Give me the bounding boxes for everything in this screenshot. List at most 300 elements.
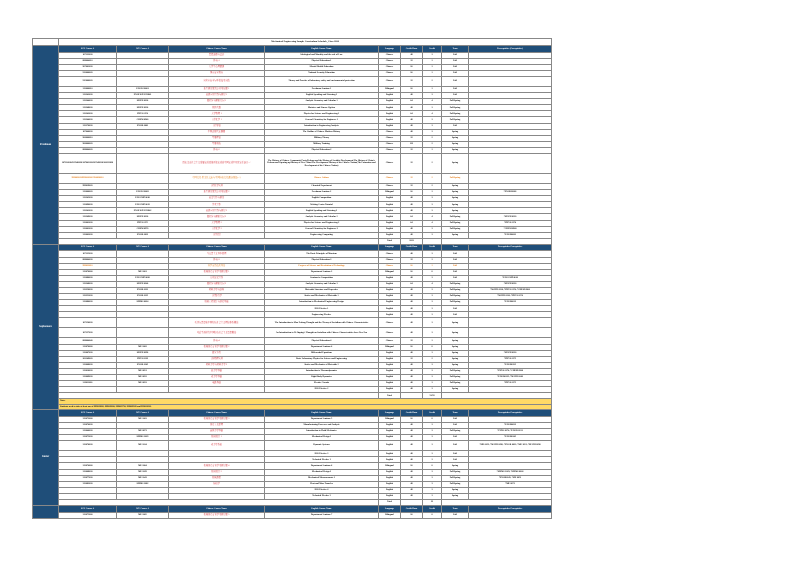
cell-term: Spring: [442, 338, 469, 344]
cell-ch: 48: [401, 300, 423, 306]
cell-scu: 912000020: [59, 70, 117, 76]
course-row: [33, 441, 552, 451]
cell-cr: 3: [423, 487, 442, 493]
cell-wu: MATH 0230: [117, 105, 169, 111]
cell-term: Fall: [442, 416, 469, 422]
cell-term: Spring: [442, 463, 469, 469]
column-header: English Course Name: [265, 506, 379, 513]
cell-wu: ENGR 0131: [117, 288, 169, 294]
cell-en: National Security Education: [265, 70, 379, 76]
cell-pre: *PHYS 0174: [469, 220, 552, 226]
cell-lang: English: [379, 202, 401, 208]
cell-pre: *ENGCMP 0610: [469, 275, 552, 281]
cell-en: Dynamic Systems: [265, 441, 379, 451]
cell-wu: ENGCMP 0620: [117, 275, 169, 281]
cell-term: Spring: [442, 190, 469, 196]
cell-cr: 4: [423, 111, 442, 117]
cell-ch: 32: [401, 147, 423, 153]
cell-wu: MATH 0240: [117, 281, 169, 287]
cell-scu: 312001030: [59, 220, 117, 226]
cell-cn: 体育-2: [169, 147, 265, 153]
cell-cr: 3: [423, 381, 442, 387]
cell-scu: 999022010: [59, 263, 117, 269]
cell-cn: 大学物理 1: [169, 111, 265, 117]
cell-pre: *PHYS 0174, *ENGR 0131: [469, 429, 552, 435]
cell-lang: English: [379, 375, 401, 381]
cell-en: Engineering Computing: [265, 232, 379, 238]
cell-cn: 流体力学基础: [169, 429, 265, 435]
cell-wu: CHEM 0960: [117, 117, 169, 123]
cell-ch: 48: [401, 93, 423, 99]
cell-wu: ME 0071: [117, 429, 169, 435]
year-label-senior: [33, 506, 59, 519]
cell-ch: 48: [401, 294, 423, 300]
cell-cr: 0: [423, 416, 442, 422]
cell-lang: English: [379, 123, 401, 129]
cell-term: Spring: [442, 202, 469, 208]
cell-lang: English: [379, 435, 401, 441]
cell-lang: English: [379, 294, 401, 300]
cell-scu: 312350030: [59, 288, 117, 294]
cell-cr: 3: [423, 451, 442, 457]
cell-ch: 48: [401, 202, 423, 208]
cell-lang: Chinese: [379, 318, 401, 328]
cell-ch: 112: [401, 141, 423, 147]
cell-ch: 48: [401, 469, 423, 475]
cell-en: Engineering Elective: [265, 312, 379, 318]
cell-cr: 2: [423, 356, 442, 362]
course-row: [33, 76, 552, 86]
cell-cr: 3: [423, 93, 442, 99]
cell-scu: 312011030: [59, 381, 117, 387]
cell-cr: 0: [423, 463, 442, 469]
cell-term: Fall: [442, 123, 469, 129]
cell-scu: 312000020: [59, 190, 117, 196]
cell-ch: 48: [401, 129, 423, 135]
cell-ch: 48: [401, 306, 423, 312]
cell-en: General Chemistry for Engineers 1: [265, 117, 379, 123]
course-row: [33, 318, 552, 328]
cell-term: Spring: [442, 493, 469, 499]
cell-lang: English: [379, 475, 401, 481]
cell-scu: 312090030: [59, 202, 117, 208]
cell-wu: ENGR 0012: [117, 232, 169, 238]
cell-lang: English: [379, 356, 401, 362]
cell-en: The Introduction to Mao Zedong Thought and the Theory of Socialism with Chinese Characteristics: [265, 318, 379, 328]
cell-wu: ME 0051: [117, 368, 169, 374]
cell-lang: Chinese: [379, 70, 401, 76]
cell-term: Spring: [442, 129, 469, 135]
cell-lang: English: [379, 381, 401, 387]
column-header: Term: [442, 244, 469, 251]
cell-wu: ME 1029: [117, 469, 169, 475]
cell-ch: 64: [401, 214, 423, 220]
cell-lang: English: [379, 451, 401, 457]
cell-cn: 制造工艺原理: [169, 423, 265, 429]
cell-en: Ideological and Morality and the rule of Law: [265, 52, 379, 58]
cell-ch: 16: [401, 64, 423, 70]
cell-ch: 32: [401, 135, 423, 141]
column-header: Chinese Course Name: [169, 410, 265, 417]
cell-cr: 3: [423, 208, 442, 214]
column-header: Credit: [423, 46, 442, 53]
cell-cr: 3: [423, 423, 442, 429]
cell-scu: 312348030: [59, 281, 117, 287]
cell-wu: ME 1004: [117, 463, 169, 469]
cell-cn: 英文写作与研讨: [169, 196, 265, 202]
column-header: Credit: [423, 410, 442, 417]
cell-en: Differential Equations: [265, 350, 379, 356]
year-label: Freshman: [33, 46, 59, 245]
cell-lang: Chinese: [379, 76, 401, 86]
cell-cr: 2: [423, 135, 442, 141]
cell-lang: English: [379, 99, 401, 105]
cell-en: Materials Structure and Properties: [265, 288, 379, 294]
cell-en: The Basic Principles of Marxism: [265, 251, 379, 257]
total-label: Total: [379, 238, 401, 244]
cell-ch: 16: [401, 263, 423, 269]
cell-cn: 马克思主义基本原理: [169, 251, 265, 257]
cell-cr: 3: [423, 123, 442, 129]
cell-ch: 32: [401, 184, 423, 190]
cell-cr: 3: [423, 312, 442, 318]
cell-en: Matrices and Linear Algebra: [265, 105, 379, 111]
cell-cn: 毛泽东思想和中国特色社会主义理论体系概论: [169, 318, 265, 328]
cell-cr: 3: [423, 275, 442, 281]
cell-pre: *ENGR0022: [469, 423, 552, 429]
cell-wu: ENGR 0001: [117, 123, 169, 129]
cell-en: Department Seminar 7: [265, 512, 379, 518]
cell-en: Introduction to Thermodynamics: [265, 368, 379, 374]
cell-scu: 312075030: [59, 435, 117, 441]
cell-cn: 四史文史社会主义发展史或改革开放史或新中国史或中共党史任选其一: [169, 154, 265, 174]
column-header: SCU Course #: [59, 244, 117, 251]
column-header: Chinese Course Name: [169, 46, 265, 53]
cell-cr: 3: [423, 202, 442, 208]
cell-cn: 工程化学 2: [169, 226, 265, 232]
cell-scu: 999002020/999002030/2704020010: [59, 174, 117, 184]
cell-cn: 大学生心理健康: [169, 64, 265, 70]
cell-scu: 312073000: [59, 416, 117, 422]
cell-pre: *MATH 0220: [469, 214, 552, 220]
cell-en: Department Seminar 6: [265, 463, 379, 469]
cell-wu: [117, 174, 169, 184]
cell-wu: ME 1041: [117, 475, 169, 481]
cell-cn: 工科物理实验: [169, 356, 265, 362]
cell-wu: ENGLWP 8551861: [117, 93, 169, 99]
column-header: Term: [442, 410, 469, 417]
column-header: English Course Name: [265, 410, 379, 417]
column-header: Credit: [423, 244, 442, 251]
cell-lang: English: [379, 281, 401, 287]
total-label: Total: [379, 393, 401, 399]
cell-en: Chinese Culture: [265, 174, 379, 184]
cell-lang: English: [379, 93, 401, 99]
cell-cn: 机械制造专业学术研讨课 3: [169, 416, 265, 422]
header-row: [33, 410, 552, 417]
cell-ch: 48: [401, 275, 423, 281]
course-row: [33, 174, 552, 184]
cell-cr: 3: [423, 294, 442, 300]
cell-term: Fall: [442, 52, 469, 58]
column-header: Chinese Course Name: [169, 506, 265, 513]
cell-lang: English: [379, 312, 401, 318]
cell-pre: *ENGR0001: [469, 232, 552, 238]
cell-scu: 312082030: [59, 481, 117, 487]
cell-en: Freshman Seminar 2: [265, 190, 379, 196]
cell-cn: 体育-4: [169, 338, 265, 344]
cell-term: Spring: [442, 154, 469, 174]
column-header: Credit Hour: [401, 410, 423, 417]
cell-scu: 107157030: [59, 328, 117, 338]
year-label: Sophomore: [33, 244, 59, 409]
cell-cn: 中国近现代史纲要: [169, 129, 265, 135]
cell-term: Fall/Spring: [442, 475, 469, 481]
cell-pre: *ENGR0145, *ME 0051: [469, 475, 552, 481]
cell-pre: *ENGR30001: [469, 190, 552, 196]
column-header: Prerequisites/Corequisites: [469, 410, 552, 417]
cell-lang: English: [379, 117, 401, 123]
cell-ch: 16: [401, 86, 423, 92]
column-header: WU Course #: [117, 410, 169, 417]
cell-ch: 48: [401, 493, 423, 499]
cell-cr: 1: [423, 86, 442, 92]
cell-cn: 机械制造专业学术研讨课 4: [169, 463, 265, 469]
cell-wu: ME 1001: [117, 269, 169, 275]
cell-lang: English: [379, 423, 401, 429]
cell-wu: MATH 0230: [117, 99, 169, 105]
cell-cn: 机械制造专业学术研讨课 1: [169, 269, 265, 275]
column-header: SCU Course #: [59, 410, 117, 417]
cell-term: Fall/Spring: [442, 117, 469, 123]
cell-scu: 907001030: [59, 64, 117, 70]
cell-lang: Chinese: [379, 257, 401, 263]
cell-lang: English: [379, 469, 401, 475]
cell-en: Introduction to Mechanical Engineering Design: [265, 300, 379, 306]
cell-term: Spring: [442, 141, 469, 147]
cell-ch: 32: [401, 154, 423, 174]
column-header: Term: [442, 506, 469, 513]
cell-en: Rigid-Body Dynamics: [265, 375, 379, 381]
cell-lang: Chinese: [379, 338, 401, 344]
cell-term: Fall: [442, 251, 469, 257]
cell-scu: 107040030: [59, 129, 117, 135]
cell-term: Spring: [442, 328, 469, 338]
cell-term: Fall/Spring: [442, 375, 469, 381]
column-header: SCU Course #: [59, 506, 117, 513]
cell-cn: 军事理论: [169, 135, 265, 141]
notes-text: Students need to take at least one of 999009820, 999009826, 999009758, 999009928 and 999011830.: [59, 404, 552, 410]
cell-cr: 1: [423, 64, 442, 70]
column-header: Credit Hour: [401, 46, 423, 53]
cell-lang: English: [379, 457, 401, 463]
cell-en: Mental Health Education: [265, 64, 379, 70]
cell-cn: 动力学系统: [169, 441, 265, 451]
cell-ch: 48: [401, 451, 423, 457]
cell-en: General Chemistry for Engineers 2: [265, 226, 379, 232]
cell-cr: 3: [423, 328, 442, 338]
cell-ch: 48: [401, 105, 423, 111]
cell-ch: 32: [401, 174, 423, 184]
cell-scu: 312074000: [59, 463, 117, 469]
cell-cn: 思想道德与法治: [169, 52, 265, 58]
cell-en: Mechanical Design 1: [265, 435, 379, 441]
cell-pre: [469, 328, 552, 338]
cell-en: Mechanical Measurements 1: [265, 475, 379, 481]
cell-term: Fall/Spring: [442, 226, 469, 232]
cell-lang: English: [379, 220, 401, 226]
cell-scu: 312010030: [59, 368, 117, 374]
cell-cr: 1: [423, 58, 442, 64]
cell-cn: 材料力学与材料力学 2: [169, 362, 265, 368]
cell-pre: *ENGR0012: [469, 300, 552, 306]
cell-term: Fall/Spring: [442, 105, 469, 111]
sheet-title: Mechanical Engineering Sample Curriculum Schedule_Class 2024: [59, 39, 552, 46]
column-header: Credit: [423, 506, 442, 513]
cell-term: Fall/Spring: [442, 300, 469, 306]
cell-lang: English: [379, 111, 401, 117]
cell-lang: English: [379, 350, 401, 356]
cell-pre: *MATH 0230: [469, 281, 552, 287]
cell-cn: 实验室安全与环保技术实践: [169, 76, 265, 86]
cell-scu: 312008030: [59, 362, 117, 368]
cell-en: HSS Elective 1: [265, 306, 379, 312]
cell-term: Spring: [442, 362, 469, 368]
cell-cn: 工程静力学: [169, 294, 265, 300]
cell-cn: 机械制造专业学术研讨课 5: [169, 512, 265, 518]
cell-lang: English: [379, 487, 401, 493]
cell-lang: Bilingual: [379, 344, 401, 350]
cell-term: Fall: [442, 64, 469, 70]
cell-ch: 48: [401, 288, 423, 294]
title-row: [33, 39, 552, 46]
column-header: Language: [379, 410, 401, 417]
cell-pre: [469, 76, 552, 86]
cell-wu: [117, 328, 169, 338]
cell-term: Fall/Spring: [442, 99, 469, 105]
cell-cn: 国家安全教育: [169, 70, 265, 76]
cell-scu: 900000020: [59, 141, 117, 147]
cell-pre: [469, 154, 552, 174]
cell-cr: 2: [423, 154, 442, 174]
cell-cn: 材料力学与结构: [169, 288, 265, 294]
cell-en: Technical Elective 2: [265, 493, 379, 499]
cell-term: Fall: [442, 76, 469, 86]
cell-lang: Bilingual: [379, 463, 401, 469]
cell-wu: MATH 0230: [117, 214, 169, 220]
cell-scu: 312007030: [59, 350, 117, 356]
cell-lang: English: [379, 362, 401, 368]
column-header: Credit Hour: [401, 506, 423, 513]
cell-ch: 16: [401, 463, 423, 469]
cell-cr: 3: [423, 52, 442, 58]
cell-ch: 48: [401, 441, 423, 451]
cell-en: Introduction to Fluid Mechanics: [265, 429, 379, 435]
cell-scu: 312080030: [59, 275, 117, 281]
cell-lang: Chinese: [379, 141, 401, 147]
cell-ch: 48: [401, 226, 423, 232]
cell-cr: 3: [423, 469, 442, 475]
cell-wu: ENGR 0135: [117, 294, 169, 300]
cell-cr: 3: [423, 362, 442, 368]
year-label: Junior: [33, 410, 59, 506]
cell-wu: MEMS 0024: [117, 300, 169, 306]
notes-label: Notes: [59, 399, 552, 405]
cell-lang: English: [379, 226, 401, 232]
cell-pre: *CHEM 0960: [469, 226, 552, 232]
cell-scu: 312348030: [59, 105, 117, 111]
cell-scu: 915000020: [59, 76, 117, 86]
cell-en: English Composition: [265, 196, 379, 202]
cell-ch: 64: [401, 111, 423, 117]
cell-lang: Chinese: [379, 52, 401, 58]
cell-term: Spring: [442, 487, 469, 493]
cell-en: Introduction to Engineering Analysis: [265, 123, 379, 129]
cell-scu: 312170030: [59, 123, 117, 129]
cell-term: Fall/Spring: [442, 288, 469, 294]
cell-lang: Bilingual: [379, 416, 401, 422]
cell-wu: PHYS 0174: [117, 111, 169, 117]
cell-ch: 48: [401, 208, 423, 214]
cell-ch: 64: [401, 220, 423, 226]
cell-term: Spring: [442, 318, 469, 328]
cell-cn: 大学物理 2: [169, 220, 265, 226]
cell-scu: 312346030: [59, 117, 117, 123]
cell-pre: *PHYS 0175: [469, 381, 552, 387]
cell-scu: 312341030: [59, 208, 117, 214]
cell-term: Fall: [442, 86, 469, 92]
cell-pre: *ME 0071: [469, 481, 552, 487]
cell-cr: 3: [423, 387, 442, 393]
cell-term: Fall: [442, 269, 469, 275]
cell-pre: *MEMS 1029, *MEMS 0024: [469, 469, 552, 475]
cell-ch: 48: [401, 387, 423, 393]
cell-scu: 107122030: [59, 52, 117, 58]
curriculum-table: [32, 38, 552, 519]
cell-en: An Introduction to Xi Jinping's Thought on Socialism with Chinese Characteristics for a New Era: [265, 328, 379, 338]
cell-cn: 热力学基础: [169, 368, 265, 374]
cell-cr: 1: [423, 70, 442, 76]
cell-term: Spring: [442, 135, 469, 141]
cell-cn: 中国文化·跨文化交流与中国传统文化通论(限选一): [169, 174, 265, 184]
cell-ch: 32: [401, 76, 423, 86]
cell-lang: English: [379, 441, 401, 451]
cell-wu: PHYS 0219: [117, 356, 169, 362]
cell-en: The Outline of Chinese Modern History: [265, 129, 379, 135]
cell-ch: 16: [401, 416, 423, 422]
cell-scu: 312003030: [59, 232, 117, 238]
cell-en: Physical Education-2: [265, 147, 379, 153]
cell-lang: Chinese: [379, 147, 401, 153]
cell-lang: Chinese: [379, 184, 401, 190]
cell-en: Analytic Geometry and Calculus 3: [265, 281, 379, 287]
cell-scu: 312009030: [59, 375, 117, 381]
cell-wu: ENGCMP 0610: [117, 196, 169, 202]
cell-lang: English: [379, 232, 401, 238]
cell-ch: 16: [401, 190, 423, 196]
cell-lang: Bilingual: [379, 269, 401, 275]
cell-lang: English: [379, 105, 401, 111]
cell-lang: Chinese: [379, 174, 401, 184]
cell-term: Fall/Spring: [442, 481, 469, 487]
cell-lang: English: [379, 368, 401, 374]
cell-ch: 48: [401, 232, 423, 238]
column-header: Chinese Course Name: [169, 244, 265, 251]
cell-term: Spring: [442, 196, 469, 202]
cell-lang: Chinese: [379, 328, 401, 338]
cell-en: Writing Center Tutorial: [265, 202, 379, 208]
cell-cn: 英语应用写作与研讨 2: [169, 208, 265, 214]
